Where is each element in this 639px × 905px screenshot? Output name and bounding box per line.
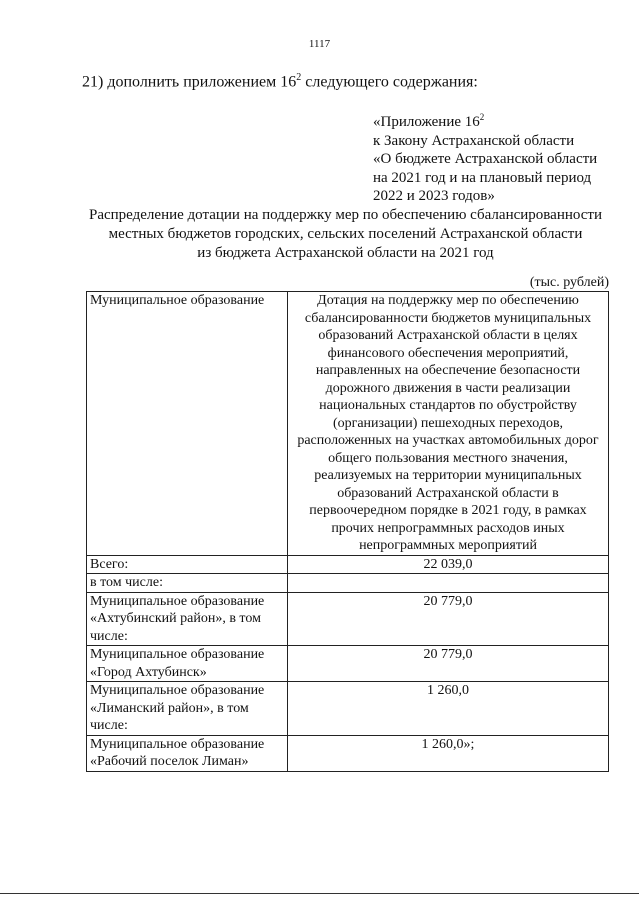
- row-name: Муниципальное образование «Лиманский район», в том числе:: [87, 682, 288, 736]
- row-value: 1 260,0»;: [288, 735, 609, 771]
- title-line-3: из бюджета Астраханской области на 2021 год: [197, 245, 494, 261]
- allocation-table: [86, 291, 609, 772]
- table-row: [87, 735, 609, 771]
- row-value: 20 779,0: [288, 646, 609, 682]
- appendix-title: «Приложение 16: [373, 114, 480, 130]
- appendix-superscript: 2: [479, 112, 485, 122]
- amendment-superscript: 2: [296, 72, 302, 83]
- appendix-line-1: [373, 108, 597, 132]
- page-number: 1117: [308, 38, 331, 50]
- row-name: в том числе:: [87, 574, 288, 593]
- appendix-line-3: «О бюджете Астраханской области: [373, 151, 598, 167]
- row-name: Всего:: [87, 555, 288, 574]
- table-row: [87, 574, 609, 593]
- amendment-suffix: следующего содержания:: [301, 73, 478, 91]
- table-row: [87, 646, 609, 682]
- title-line-2: местных бюджетов городских, сельских поселений Астраханской области: [108, 226, 583, 242]
- table-header-row: [87, 292, 609, 556]
- appendix-line-4: на 2021 год и на плановый период: [373, 169, 592, 186]
- row-name: Муниципальное образование «Ахтубинский район», в том числе:: [87, 592, 288, 646]
- table-row: [87, 555, 609, 574]
- title-line-1: Распределение дотации на поддержку мер по обеспечению сбалансированности: [89, 207, 602, 223]
- amendment-paragraph: [82, 72, 478, 91]
- amendment-text: 21) дополнить приложением 16: [82, 73, 297, 91]
- row-value: 22 039,0: [288, 555, 609, 574]
- row-value: [288, 574, 609, 593]
- page-bottom-rule: [0, 893, 639, 894]
- row-name: Муниципальное образование «Город Ахтубинск»: [87, 646, 288, 682]
- row-value: 1 260,0: [288, 682, 609, 736]
- header-subsidy-description: Дотация на поддержку мер по обеспечению сбалансированности бюджетов муниципальных образований Астраханской области в целях финансового обеспечения мероприятий, направленных на обеспечение безопасности дорожного движения в части реализации национальных стандартов по обустройству (организации) пешеходных переходов, расположенных на участках автомобильных дорог общего пользования местного значения, реализуемых на территории муниципальных образований Астраханской области в первоочередном порядке в 2021 году, в рамках прочих непрограммных расходов иных непрограммных мероприятий: [288, 292, 609, 556]
- appendix-line-2: к Закону Астраханской области: [373, 132, 575, 149]
- header-municipality: Муниципальное образование: [87, 292, 288, 556]
- appendix-header: [373, 108, 597, 206]
- appendix-line-5: 2022 и 2023 годов»: [373, 188, 495, 204]
- table-row: [87, 682, 609, 736]
- row-value: 20 779,0: [288, 592, 609, 646]
- units-label: (тыс. рублей): [529, 275, 609, 290]
- document-title: [82, 206, 609, 263]
- row-name: Муниципальное образование «Рабочий поселок Лиман»: [87, 735, 288, 771]
- table-row: [87, 592, 609, 646]
